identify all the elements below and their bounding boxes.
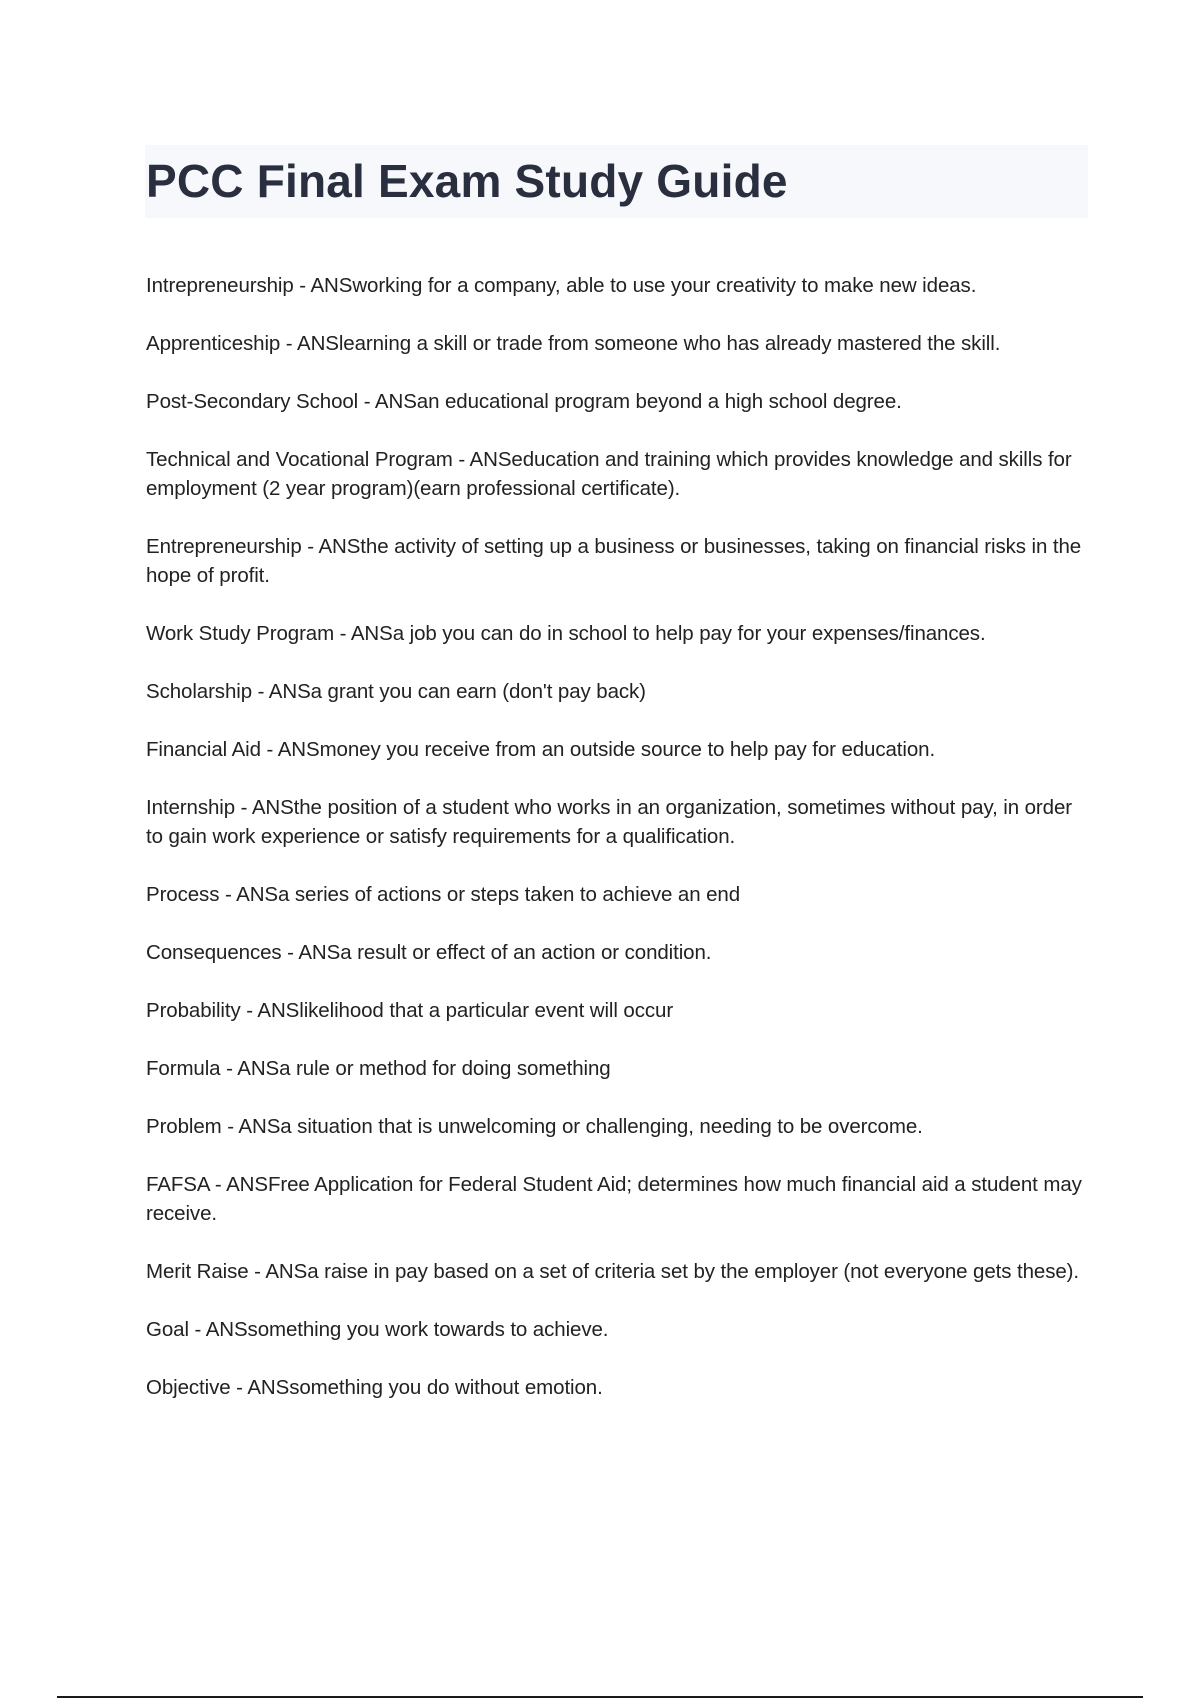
list-item: Intrepreneurship - ANSworking for a company, able to use your creativity to make new ideas. xyxy=(146,274,977,297)
list-item: Consequences - ANSa result or effect of an action or condition. xyxy=(146,941,712,964)
title-band xyxy=(145,145,1088,218)
list-item: Post-Secondary School - ANSan educational program beyond a high school degree. xyxy=(146,390,902,413)
list-item: Problem - ANSa situation that is unwelcoming or challenging, needing to be overcome. xyxy=(146,1115,923,1138)
list-item: Entrepreneurship - ANSthe activity of setting up a business or businesses, taking on financial risks in the hope of profit. xyxy=(146,535,1082,587)
list-item: Goal - ANSsomething you work towards to achieve. xyxy=(146,1318,609,1341)
list-item: Probability - ANSlikelihood that a particular event will occur xyxy=(146,999,674,1022)
list-item: Internship - ANSthe position of a student who works in an organization, sometimes without pay, in order to gain work experience or satisfy requirements for a qualification. xyxy=(146,796,1072,848)
study-guide-list xyxy=(146,271,1086,1431)
list-item: Objective - ANSsomething you do without emotion. xyxy=(146,1376,603,1399)
list-item: Process - ANSa series of actions or steps taken to achieve an end xyxy=(146,883,741,906)
footer-divider xyxy=(57,1696,1143,1698)
list-item: FAFSA - ANSFree Application for Federal Student Aid; determines how much financial aid a student may receive. xyxy=(146,1173,1082,1225)
list-item: Merit Raise - ANSa raise in pay based on a set of criteria set by the employer (not everyone gets these). xyxy=(146,1260,1079,1283)
page-title: PCC Final Exam Study Guide xyxy=(146,155,788,207)
list-item: Technical and Vocational Program - ANSeducation and training which provides knowledge and skills for employment (2 year program)(earn professional certificate). xyxy=(146,448,1072,500)
list-item: Formula - ANSa rule or method for doing something xyxy=(146,1057,611,1080)
list-item: Scholarship - ANSa grant you can earn (don't pay back) xyxy=(146,680,646,703)
list-item: Work Study Program - ANSa job you can do in school to help pay for your expenses/finances. xyxy=(146,622,986,645)
list-item: Financial Aid - ANSmoney you receive from an outside source to help pay for education. xyxy=(146,738,936,761)
list-item: Apprenticeship - ANSlearning a skill or trade from someone who has already mastered the skill. xyxy=(146,332,1001,355)
